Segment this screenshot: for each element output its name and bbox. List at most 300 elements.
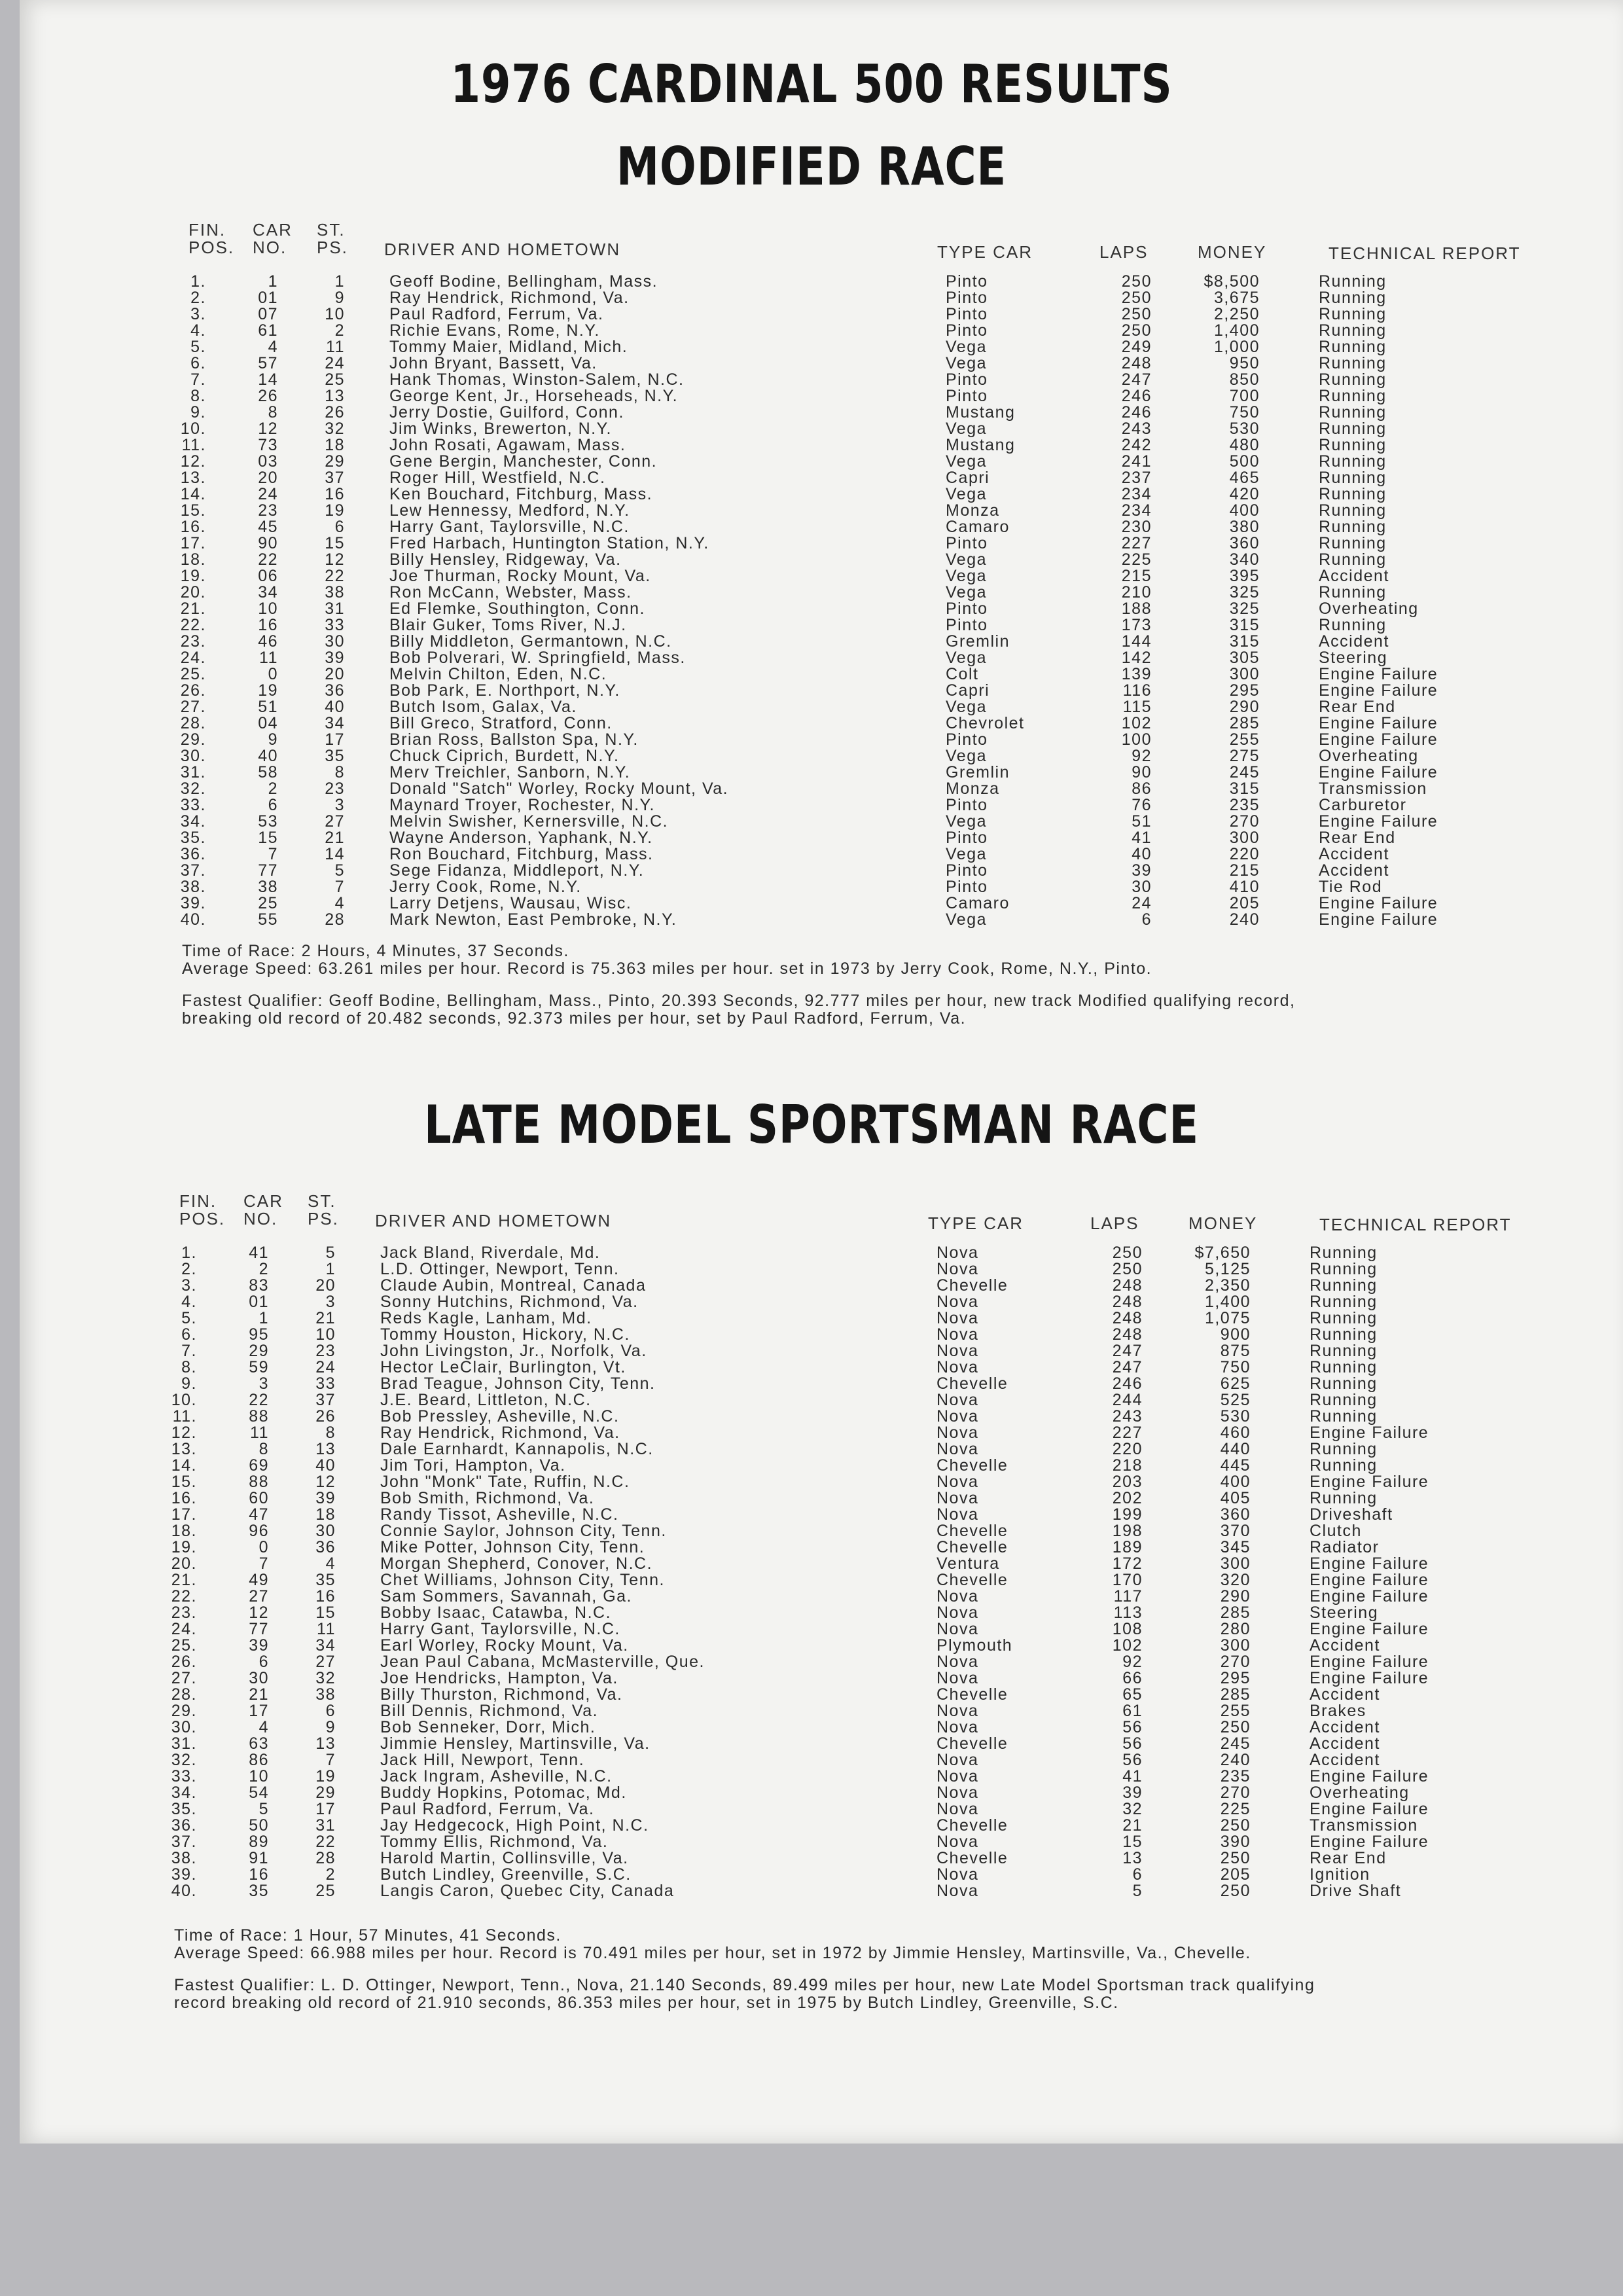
cell-car-no: 27 — [249, 1588, 269, 1605]
cell-money: 240 — [1220, 1752, 1251, 1768]
table-row — [177, 437, 1580, 454]
cell-st-ps: 32 — [325, 421, 345, 437]
cell-type-car: Pinto — [946, 388, 988, 404]
cell-car-no: 5 — [259, 1801, 269, 1818]
cell-type-car: Capri — [946, 683, 990, 699]
cell-car-no: 88 — [249, 1474, 269, 1490]
cell-car-no: 59 — [249, 1359, 269, 1376]
cell-car-no: 29 — [249, 1343, 269, 1359]
cell-driver: Harry Gant, Taylorsville, N.C. — [389, 519, 630, 535]
cell-type-car: Nova — [936, 1670, 979, 1687]
table-row — [168, 1474, 1571, 1490]
cell-money: 320 — [1220, 1572, 1251, 1588]
cell-driver: Harry Gant, Taylorsville, N.C. — [380, 1621, 620, 1638]
cell-driver: Sam Sommers, Savannah, Ga. — [380, 1588, 632, 1605]
cell-money: 325 — [1229, 584, 1260, 601]
cell-car-no: 86 — [249, 1752, 269, 1768]
cell-driver: Reds Kagle, Lanham, Md. — [380, 1310, 592, 1327]
cell-money: 1,400 — [1204, 1294, 1251, 1310]
cell-money: 215 — [1229, 863, 1260, 879]
table-row — [177, 323, 1580, 339]
cell-car-no: 11 — [259, 650, 278, 666]
cell-fin-pos: 28. — [171, 1687, 197, 1703]
cell-type-car: Ventura — [936, 1556, 1000, 1572]
cell-driver: Richie Evans, Rome, N.Y. — [389, 323, 600, 339]
cell-st-ps: 35 — [325, 748, 345, 764]
cell-money: 700 — [1229, 388, 1260, 404]
cell-tech-report: Running — [1319, 404, 1387, 421]
cell-laps: 30 — [1132, 879, 1152, 895]
cell-st-ps: 29 — [315, 1785, 336, 1801]
cell-car-no: 20 — [258, 470, 278, 486]
cell-st-ps: 2 — [325, 1867, 336, 1883]
cell-driver: Joe Thurman, Rocky Mount, Va. — [389, 568, 651, 584]
cell-st-ps: 3 — [334, 797, 345, 814]
cell-car-no: 6 — [268, 797, 278, 814]
cell-laps: 188 — [1121, 601, 1152, 617]
cell-fin-pos: 17. — [180, 535, 206, 552]
cell-money: 235 — [1220, 1768, 1251, 1785]
cell-fin-pos: 12. — [171, 1425, 197, 1441]
table-row — [168, 1834, 1571, 1850]
cell-type-car: Nova — [936, 1703, 979, 1719]
fastest-qualifier-cont: record breaking old record of 21.910 seconds, 86.353 miles per hour, set in 1975 by Butch Lindley, Greenville, S.C. — [174, 1994, 1119, 2012]
table-row — [177, 503, 1580, 519]
cell-laps: 218 — [1112, 1458, 1143, 1474]
cell-fin-pos: 16. — [180, 519, 206, 535]
cell-laps: 51 — [1132, 814, 1152, 830]
cell-tech-report: Running — [1319, 486, 1387, 503]
table-row — [177, 404, 1580, 421]
cell-driver: Bob Park, E. Northport, N.Y. — [389, 683, 620, 699]
cell-driver: Paul Radford, Ferrum, Va. — [380, 1801, 595, 1818]
cell-driver: Billy Thurston, Richmond, Va. — [380, 1687, 623, 1703]
cell-car-no: 1 — [268, 274, 278, 290]
table-row — [168, 1703, 1571, 1719]
cell-fin-pos: 24. — [171, 1621, 197, 1638]
cell-driver: L.D. Ottinger, Newport, Tenn. — [380, 1261, 620, 1278]
cell-tech-report: Engine Failure — [1319, 732, 1438, 748]
cell-laps: 170 — [1112, 1572, 1143, 1588]
cell-tech-report: Ignition — [1310, 1867, 1370, 1883]
cell-money: 300 — [1229, 830, 1260, 846]
table-row — [177, 732, 1580, 748]
table-row — [168, 1605, 1571, 1621]
cell-driver: Jack Hill, Newport, Tenn. — [380, 1752, 585, 1768]
cell-fin-pos: 18. — [180, 552, 206, 568]
cell-fin-pos: 10. — [180, 421, 206, 437]
cell-money: 270 — [1229, 814, 1260, 830]
cell-type-car: Chevelle — [936, 1539, 1008, 1556]
cell-laps: 247 — [1121, 372, 1152, 388]
table-row — [177, 634, 1580, 650]
cell-driver: Lew Hennessy, Medford, N.Y. — [389, 503, 630, 519]
table-row — [177, 895, 1580, 912]
table-row — [177, 552, 1580, 568]
cell-st-ps: 28 — [315, 1850, 336, 1867]
cell-driver: Geoff Bodine, Bellingham, Mass. — [389, 274, 658, 290]
cell-money: 280 — [1220, 1621, 1251, 1638]
cell-car-no: 69 — [249, 1458, 269, 1474]
cell-driver: Joe Hendricks, Hampton, Va. — [380, 1670, 618, 1687]
cell-type-car: Camaro — [946, 895, 1010, 912]
cell-laps: 41 — [1122, 1768, 1143, 1785]
cell-driver: Bob Smith, Richmond, Va. — [380, 1490, 595, 1507]
cell-type-car: Mustang — [946, 404, 1016, 421]
cell-money: 240 — [1229, 912, 1260, 928]
cell-st-ps: 20 — [325, 666, 345, 683]
cell-car-no: 15 — [258, 830, 278, 846]
cell-st-ps: 13 — [325, 388, 345, 404]
table-row — [168, 1294, 1571, 1310]
cell-fin-pos: 2. — [181, 1261, 197, 1278]
cell-driver: Chuck Ciprich, Burdett, N.Y. — [389, 748, 620, 764]
cell-tech-report: Running — [1319, 323, 1387, 339]
table-row — [168, 1359, 1571, 1376]
cell-money: $8,500 — [1204, 274, 1260, 290]
cell-driver: Bobby Isaac, Catawba, N.C. — [380, 1605, 612, 1621]
cell-type-car: Chevelle — [936, 1376, 1008, 1392]
cell-driver: Larry Detjens, Wausau, Wisc. — [389, 895, 632, 912]
cell-driver: Randy Tissot, Asheville, N.C. — [380, 1507, 619, 1523]
header-driver: DRIVER AND HOMETOWN — [375, 1211, 612, 1230]
cell-st-ps: 15 — [325, 535, 345, 552]
cell-money: 290 — [1220, 1588, 1251, 1605]
header-type: TYPE CAR — [937, 242, 1033, 262]
cell-laps: 15 — [1122, 1834, 1143, 1850]
cell-fin-pos: 10. — [171, 1392, 197, 1408]
cell-st-ps: 25 — [325, 372, 345, 388]
cell-tech-report: Running — [1310, 1458, 1378, 1474]
cell-car-no: 50 — [249, 1818, 269, 1834]
cell-car-no: 4 — [259, 1719, 269, 1736]
cell-laps: 90 — [1132, 764, 1152, 781]
cell-type-car: Vega — [946, 568, 988, 584]
cell-car-no: 04 — [258, 715, 278, 732]
cell-fin-pos: 14. — [180, 486, 206, 503]
cell-fin-pos: 26. — [180, 683, 206, 699]
cell-type-car: Nova — [936, 1654, 979, 1670]
cell-driver: Butch Isom, Galax, Va. — [389, 699, 577, 715]
cell-laps: 227 — [1112, 1425, 1143, 1441]
cell-laps: 230 — [1121, 519, 1152, 535]
cell-driver: Chet Williams, Johnson City, Tenn. — [380, 1572, 665, 1588]
cell-car-no: 58 — [258, 764, 278, 781]
cell-tech-report: Engine Failure — [1319, 895, 1438, 912]
table-row — [177, 912, 1580, 928]
table-row — [177, 863, 1580, 879]
cell-car-no: 01 — [249, 1294, 269, 1310]
cell-tech-report: Accident — [1310, 1736, 1380, 1752]
cell-type-car: Pinto — [946, 535, 988, 552]
cell-type-car: Chevelle — [936, 1523, 1008, 1539]
page-title: 1976 CARDINAL 500 RESULTS — [450, 54, 1173, 115]
cell-fin-pos: 35. — [171, 1801, 197, 1818]
cell-driver: Jean Paul Cabana, McMasterville, Que. — [380, 1654, 705, 1670]
cell-money: 460 — [1220, 1425, 1251, 1441]
cell-st-ps: 38 — [325, 584, 345, 601]
table-row — [177, 748, 1580, 764]
cell-laps: 247 — [1112, 1359, 1143, 1376]
cell-st-ps: 22 — [315, 1834, 336, 1850]
cell-laps: 13 — [1122, 1850, 1143, 1867]
cell-st-ps: 40 — [315, 1458, 336, 1474]
cell-tech-report: Running — [1319, 355, 1387, 372]
table-row — [168, 1638, 1571, 1654]
cell-driver: J.E. Beard, Littleton, N.C. — [380, 1392, 592, 1408]
cell-type-car: Nova — [936, 1867, 979, 1883]
cell-type-car: Gremlin — [946, 764, 1010, 781]
cell-tech-report: Running — [1310, 1343, 1378, 1359]
cell-tech-report: Running — [1310, 1359, 1378, 1376]
cell-driver: Fred Harbach, Huntington Station, N.Y. — [389, 535, 709, 552]
cell-tech-report: Engine Failure — [1310, 1588, 1429, 1605]
cell-laps: 117 — [1113, 1588, 1143, 1605]
cell-st-ps: 28 — [325, 912, 345, 928]
cell-laps: 173 — [1121, 617, 1152, 634]
cell-money: 205 — [1229, 895, 1260, 912]
cell-driver: Donald "Satch" Worley, Rocky Mount, Va. — [389, 781, 729, 797]
cell-tech-report: Rear End — [1319, 830, 1396, 846]
table-row — [168, 1490, 1571, 1507]
cell-driver: Paul Radford, Ferrum, Va. — [389, 306, 604, 323]
cell-type-car: Nova — [936, 1441, 979, 1458]
cell-car-no: 14 — [258, 372, 278, 388]
cell-car-no: 16 — [249, 1867, 269, 1883]
cell-money: 500 — [1229, 454, 1260, 470]
cell-fin-pos: 5. — [181, 1310, 197, 1327]
cell-type-car: Nova — [936, 1408, 979, 1425]
cell-type-car: Chevelle — [936, 1572, 1008, 1588]
cell-tech-report: Running — [1310, 1408, 1378, 1425]
cell-tech-report: Running — [1310, 1245, 1378, 1261]
cell-tech-report: Running — [1319, 617, 1387, 634]
cell-tech-report: Running — [1319, 372, 1387, 388]
cell-st-ps: 8 — [334, 764, 345, 781]
cell-tech-report: Engine Failure — [1310, 1556, 1429, 1572]
cell-driver: Bob Polverari, W. Springfield, Mass. — [389, 650, 686, 666]
cell-laps: 66 — [1122, 1670, 1143, 1687]
cell-car-no: 89 — [249, 1834, 269, 1850]
cell-money: 530 — [1220, 1408, 1251, 1425]
table-header — [0, 1193, 1623, 1245]
cell-fin-pos: 20. — [180, 584, 206, 601]
cell-driver: John Rosati, Agawam, Mass. — [389, 437, 626, 454]
cell-st-ps: 4 — [334, 895, 345, 912]
cell-type-car: Camaro — [946, 519, 1010, 535]
cell-laps: 198 — [1112, 1523, 1143, 1539]
cell-car-no: 88 — [249, 1408, 269, 1425]
cell-money: 305 — [1229, 650, 1260, 666]
cell-car-no: 57 — [258, 355, 278, 372]
sportsman-race-title: LATE MODEL SPORTSMAN RACE — [423, 1094, 1200, 1155]
cell-type-car: Pinto — [946, 372, 988, 388]
cell-tech-report: Running — [1310, 1294, 1378, 1310]
cell-type-car: Nova — [936, 1801, 979, 1818]
cell-tech-report: Driveshaft — [1310, 1507, 1393, 1523]
cell-money: 420 — [1229, 486, 1260, 503]
cell-laps: 115 — [1122, 699, 1152, 715]
cell-laps: 102 — [1121, 715, 1152, 732]
cell-laps: 92 — [1132, 748, 1152, 764]
table-row — [168, 1343, 1571, 1359]
cell-driver: Jim Winks, Brewerton, N.Y. — [389, 421, 613, 437]
cell-car-no: 8 — [259, 1441, 269, 1458]
cell-money: 250 — [1220, 1719, 1251, 1736]
cell-driver: Tommy Maier, Midland, Mich. — [389, 339, 628, 355]
cell-driver: Roger Hill, Westfield, N.C. — [389, 470, 606, 486]
cell-driver: Wayne Anderson, Yaphank, N.Y. — [389, 830, 653, 846]
cell-car-no: 2 — [259, 1261, 269, 1278]
cell-laps: 246 — [1121, 404, 1152, 421]
table-row — [177, 846, 1580, 863]
cell-car-no: 63 — [249, 1736, 269, 1752]
cell-tech-report: Running — [1310, 1490, 1378, 1507]
cell-fin-pos: 15. — [171, 1474, 197, 1490]
cell-fin-pos: 6. — [190, 355, 206, 372]
cell-laps: 247 — [1112, 1343, 1143, 1359]
cell-driver: Harold Martin, Collinsville, Va. — [380, 1850, 629, 1867]
cell-money: 300 — [1220, 1556, 1251, 1572]
cell-car-no: 11 — [250, 1425, 269, 1441]
header-fin: FIN. POS. — [188, 220, 235, 257]
cell-tech-report: Running — [1310, 1392, 1378, 1408]
cell-type-car: Nova — [936, 1294, 979, 1310]
cell-laps: 250 — [1121, 290, 1152, 306]
cell-st-ps: 35 — [315, 1572, 336, 1588]
average-speed: Average Speed: 63.261 miles per hour. Record is 75.363 miles per hour. set in 1973 by Jerry Cook, Rome, N.Y., Pinto. — [182, 960, 1152, 978]
cell-driver: Jimmie Hensley, Martinsville, Va. — [380, 1736, 651, 1752]
table-row — [168, 1261, 1571, 1278]
cell-st-ps: 25 — [315, 1883, 336, 1899]
cell-car-no: 9 — [268, 732, 278, 748]
cell-money: 875 — [1220, 1343, 1251, 1359]
table-row — [177, 290, 1580, 306]
header-laps: LAPS — [1099, 242, 1149, 262]
cell-car-no: 12 — [249, 1605, 269, 1621]
table-row — [177, 519, 1580, 535]
cell-driver: John Livingston, Jr., Norfolk, Va. — [380, 1343, 647, 1359]
cell-type-car: Gremlin — [946, 634, 1010, 650]
header-car: CAR NO. — [243, 1191, 283, 1229]
cell-st-ps: 30 — [315, 1523, 336, 1539]
table-row — [168, 1245, 1571, 1261]
cell-money: 360 — [1229, 535, 1260, 552]
cell-st-ps: 31 — [325, 601, 345, 617]
cell-driver: Melvin Chilton, Eden, N.C. — [389, 666, 607, 683]
cell-money: 250 — [1220, 1818, 1251, 1834]
cell-money: 360 — [1220, 1507, 1251, 1523]
cell-st-ps: 6 — [325, 1703, 336, 1719]
cell-laps: 56 — [1122, 1719, 1143, 1736]
cell-car-no: 7 — [268, 846, 278, 863]
cell-money: 465 — [1229, 470, 1260, 486]
cell-tech-report: Running — [1319, 584, 1387, 601]
cell-type-car: Nova — [936, 1327, 979, 1343]
table-row — [177, 306, 1580, 323]
table-row — [168, 1392, 1571, 1408]
cell-type-car: Pinto — [946, 601, 988, 617]
cell-driver: Brian Ross, Ballston Spa, N.Y. — [389, 732, 639, 748]
cell-car-no: 34 — [258, 584, 278, 601]
cell-laps: 40 — [1132, 846, 1152, 863]
cell-money: 750 — [1220, 1359, 1251, 1376]
cell-tech-report: Rear End — [1310, 1850, 1387, 1867]
cell-money: 270 — [1220, 1785, 1251, 1801]
cell-fin-pos: 38. — [180, 879, 206, 895]
cell-fin-pos: 17. — [171, 1507, 197, 1523]
cell-driver: Maynard Troyer, Rochester, N.Y. — [389, 797, 655, 814]
cell-laps: 6 — [1132, 1867, 1143, 1883]
cell-laps: 237 — [1121, 470, 1152, 486]
cell-type-car: Chevelle — [936, 1850, 1008, 1867]
cell-fin-pos: 19. — [180, 568, 206, 584]
cell-money: 285 — [1220, 1605, 1251, 1621]
cell-driver: Ken Bouchard, Fitchburg, Mass. — [389, 486, 653, 503]
cell-tech-report: Drive Shaft — [1310, 1883, 1402, 1899]
cell-fin-pos: 8. — [181, 1359, 197, 1376]
cell-st-ps: 30 — [325, 634, 345, 650]
table-row — [168, 1736, 1571, 1752]
cell-car-no: 83 — [249, 1278, 269, 1294]
cell-driver: Jerry Dostie, Guilford, Conn. — [389, 404, 624, 421]
cell-car-no: 46 — [258, 634, 278, 650]
header-st: ST. PS. — [317, 220, 348, 257]
cell-car-no: 95 — [249, 1327, 269, 1343]
cell-car-no: 4 — [268, 339, 278, 355]
table-row — [177, 781, 1580, 797]
table-row — [177, 454, 1580, 470]
cell-tech-report: Accident — [1319, 568, 1389, 584]
cell-tech-report: Clutch — [1310, 1523, 1362, 1539]
cell-tech-report: Overheating — [1319, 601, 1419, 617]
table-row — [177, 421, 1580, 437]
table-row — [177, 814, 1580, 830]
cell-driver: Bill Greco, Stratford, Conn. — [389, 715, 613, 732]
cell-money: 250 — [1220, 1883, 1251, 1899]
cell-st-ps: 22 — [325, 568, 345, 584]
cell-driver: Merv Treichler, Sanborn, N.Y. — [389, 764, 631, 781]
cell-money: 625 — [1220, 1376, 1251, 1392]
cell-car-no: 17 — [249, 1703, 269, 1719]
cell-fin-pos: 12. — [180, 454, 206, 470]
cell-money: 300 — [1220, 1638, 1251, 1654]
cell-type-car: Nova — [936, 1752, 979, 1768]
cell-car-no: 3 — [259, 1376, 269, 1392]
cell-car-no: 10 — [249, 1768, 269, 1785]
cell-tech-report: Running — [1319, 388, 1387, 404]
race-notes — [182, 942, 1295, 1028]
table-row — [177, 486, 1580, 503]
cell-car-no: 19 — [258, 683, 278, 699]
cell-money: 235 — [1229, 797, 1260, 814]
table-row — [168, 1441, 1571, 1458]
cell-driver: Jim Tori, Hampton, Va. — [380, 1458, 566, 1474]
cell-fin-pos: 13. — [180, 470, 206, 486]
cell-laps: 56 — [1122, 1736, 1143, 1752]
cell-money: 370 — [1220, 1523, 1251, 1539]
cell-laps: 250 — [1112, 1245, 1143, 1261]
cell-type-car: Nova — [936, 1834, 979, 1850]
table-row — [168, 1670, 1571, 1687]
cell-car-no: 51 — [258, 699, 278, 715]
cell-type-car: Vega — [946, 486, 988, 503]
cell-st-ps: 21 — [325, 830, 345, 846]
cell-fin-pos: 35. — [180, 830, 206, 846]
cell-fin-pos: 30. — [180, 748, 206, 764]
cell-driver: Sonny Hutchins, Richmond, Va. — [380, 1294, 639, 1310]
cell-car-no: 49 — [249, 1572, 269, 1588]
